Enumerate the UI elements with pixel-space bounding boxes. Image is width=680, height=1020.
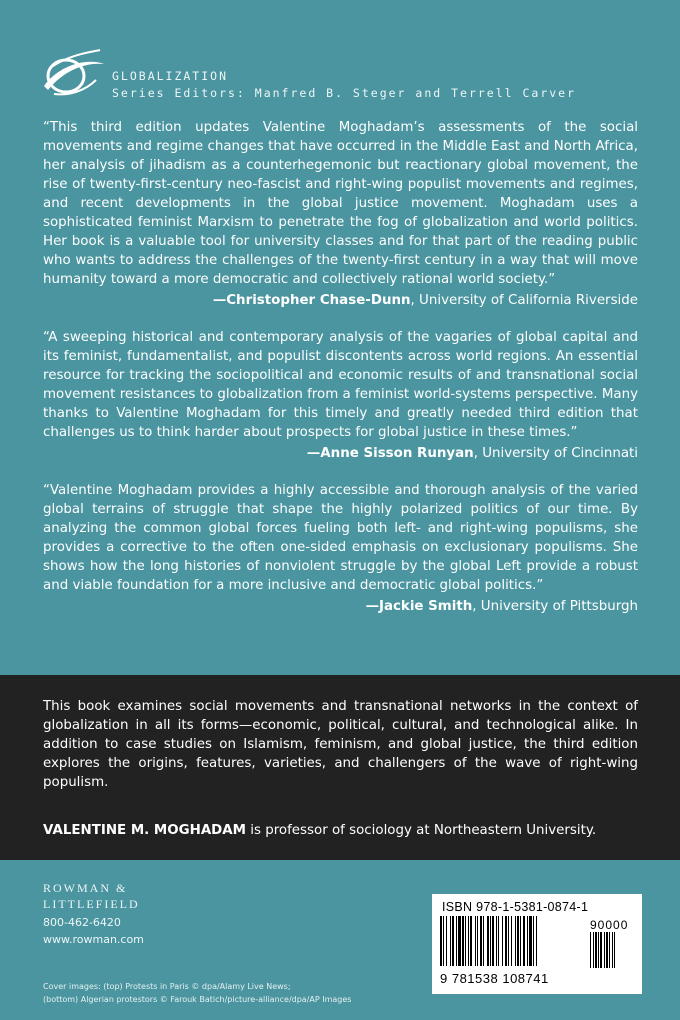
barcode-bar xyxy=(470,916,472,966)
barcode-bar xyxy=(487,916,489,966)
barcode-addon-bar xyxy=(595,932,597,968)
barcode-addon-bar xyxy=(598,932,599,968)
quote-affiliation: , University of Pittsburgh xyxy=(472,599,638,614)
quote-attribution xyxy=(43,597,638,616)
barcode-addon-bar xyxy=(604,932,605,968)
endorsements xyxy=(43,118,638,634)
author-bio xyxy=(43,821,638,840)
credit-line: (bottom) Algerian protestors © Farouk Batich/picture-alliance/dpa/AP Images xyxy=(43,995,352,1004)
series-header xyxy=(40,46,640,106)
publisher-block xyxy=(43,880,343,948)
barcode-bar xyxy=(492,916,494,966)
barcode-bar xyxy=(465,916,466,966)
barcode-bar xyxy=(450,916,451,966)
barcode-bar xyxy=(520,916,521,966)
barcode-bar xyxy=(533,916,534,966)
barcode-bar xyxy=(443,916,444,966)
cover-credits xyxy=(43,980,403,1006)
barcode-bar xyxy=(517,916,519,966)
barcode-bar xyxy=(496,916,497,966)
barcode-bar xyxy=(498,916,499,966)
quote-affiliation: , University of California Riverside xyxy=(410,293,638,308)
barcode-bar xyxy=(458,916,461,966)
barcode-bar xyxy=(490,916,491,966)
barcode-bar xyxy=(527,916,528,966)
publisher-name-line2: LITTLEFIELD xyxy=(43,897,140,911)
quote-author: —Anne Sisson Runyan xyxy=(306,446,474,461)
barcode-addon-bar xyxy=(606,932,608,968)
barcode-bar xyxy=(529,916,532,966)
series-title: GLOBALIZATION xyxy=(112,69,229,83)
isbn-barcode xyxy=(432,894,642,994)
barcode-bar xyxy=(483,916,484,966)
barcode-bar xyxy=(456,916,457,966)
barcode-addon-bar xyxy=(593,932,594,968)
barcode-addon-bar xyxy=(614,932,615,968)
barcode-addon-bar xyxy=(609,932,610,968)
barcode-addon-bar xyxy=(600,932,602,968)
barcode-bar xyxy=(480,916,482,966)
barcode-bar xyxy=(475,916,476,966)
barcode-bar xyxy=(440,916,442,966)
quote-text: “A sweeping historical and contemporary analysis of the vagaries of global capital and its feminist, fundamentalist, and populist discontents across world regions. An essential resource for tracking the sociopolitical and economic results of and transnational social movement resistances to globalization from a feminist world-systems perspective. Many thanks to Valentine Moghadam for this timely and greatly needed third edition that challenges us to think harder about prospects for global justice in these times.” xyxy=(43,330,638,440)
quote-author: —Christopher Chase-Dunn xyxy=(212,293,411,308)
barcode-bar xyxy=(508,916,509,966)
barcode-addon-digits: 90000 xyxy=(590,918,629,932)
barcode-bar xyxy=(462,916,464,966)
isbn-text: ISBN 978-1-5381-0874-1 xyxy=(442,900,589,914)
author-name: VALENTINE M. MOGHADAM xyxy=(43,823,246,838)
quote-attribution xyxy=(43,291,638,310)
description-band xyxy=(0,675,680,860)
endorsement-quote xyxy=(43,118,638,310)
series-editors: Series Editors: Manfred B. Steger and Terrell Carver xyxy=(112,86,577,100)
barcode-bar xyxy=(452,916,454,966)
endorsement-quote xyxy=(43,328,638,463)
barcode-bar xyxy=(536,916,537,966)
barcode-addon-bar xyxy=(612,932,613,968)
quote-attribution xyxy=(43,444,638,463)
credit-line: Cover images: (top) Protests in Paris © dpa/Alamy Live News; xyxy=(43,982,291,991)
barcode-addon-bar xyxy=(590,932,591,968)
barcode-bar xyxy=(446,916,447,966)
quote-text: “This third edition updates Valentine Moghadam’s assessments of the social movements and regime changes that have occurred in the Middle East and North Africa, her analysis of jihadism as a counterhegemonic but reactionary global movement, the rise of twenty-first-century neo-fascist and right-wing populist movements and regimes, and recent developments in the global justice movement. Moghadam uses a sophisticated feminist Marxism to penetrate the fog of globalization and world politics. Her book is a valuable tool for university classes and for that part of the reading public who wants to address the challenges of the twenty-first century in a way that will move humanity toward a more democratic and collectively rational world society.” xyxy=(43,120,638,287)
book-description: This book examines social movements and transnational networks in the context of globalization in all its forms—economic, political, cultural, and technological alike. In addition to case studies on Islamism, feminism, and global justice, the third edition explores the origins, features, varieties, and challengers of the wave of right-wing populism. xyxy=(43,699,638,790)
quote-author: —Jackie Smith xyxy=(365,599,473,614)
globe-swoosh-logo-icon xyxy=(40,46,108,104)
barcode-bar xyxy=(523,916,525,966)
publisher-phone: 800-462-6420 xyxy=(43,916,121,929)
barcode-bar xyxy=(468,916,469,966)
barcode-digits: 9 781538 108741 xyxy=(440,971,549,986)
publisher-name-line1: ROWMAN & xyxy=(43,881,128,895)
barcode-bar xyxy=(515,916,516,966)
publisher-website[interactable]: www.rowman.com xyxy=(43,933,144,946)
author-bio-text: is professor of sociology at Northeastern University. xyxy=(245,823,597,838)
quote-affiliation: , University of Cincinnati xyxy=(473,446,638,461)
barcode-bar xyxy=(477,916,478,966)
barcode-bar xyxy=(502,916,503,966)
endorsement-quote xyxy=(43,481,638,616)
quote-text: “Valentine Moghadam provides a highly accessible and thorough analysis of the varied global terrains of struggle that shape the highly polarized politics of our time. By analyzing the common global forces fueling both left- and right-wing populisms, she provides a corrective to the often one-sided emphasis on exclusionary populisms. She shows how the long histories of nonviolent struggle by the global Left provide a robust and viable foundation for a more inclusive and democratic global politics.” xyxy=(43,483,638,593)
series-label xyxy=(112,68,576,102)
barcode-bar xyxy=(505,916,507,966)
barcode-bar xyxy=(511,916,512,966)
